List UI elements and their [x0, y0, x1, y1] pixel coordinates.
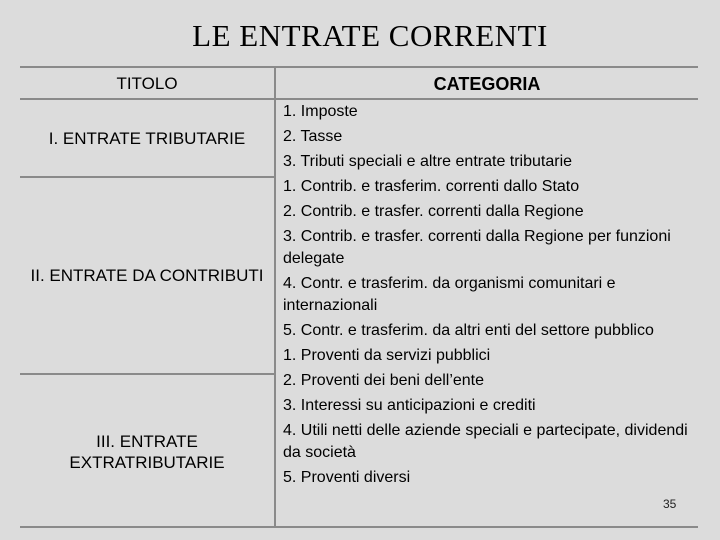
- titolo-entrate-tributarie: I. ENTRATE TRIBUTARIE: [48, 128, 246, 148]
- categoria-item: 2. Contrib. e trasfer. correnti dalla Regione: [283, 202, 584, 220]
- header-titolo: TITOLO: [116, 74, 178, 93]
- categoria-item: 5. Proventi diversi: [283, 468, 411, 486]
- categoria-item: 1. Contrib. e trasferim. correnti dallo Stato: [283, 177, 580, 195]
- categoria-item: 1. Imposte: [283, 102, 358, 120]
- categoria-item: 3. Interessi su anticipazioni e crediti: [283, 396, 536, 414]
- column-divider: [274, 68, 276, 526]
- page-number: 35: [663, 497, 677, 511]
- categoria-item: 3. Contrib. e trasfer. correnti dalla Regione per funzioni delegate: [283, 227, 671, 267]
- categoria-item: 4. Utili netti delle aziende speciali e partecipate, dividendi da società: [283, 421, 688, 461]
- categoria-item: 2. Tasse: [283, 127, 343, 145]
- titolo-entrate-extratributarie: III. ENTRATE EXTRATRIBUTARIE: [69, 431, 225, 472]
- categoria-item: 5. Contr. e trasferim. da altri enti del settore pubblico: [283, 321, 654, 339]
- slide-title: LE ENTRATE CORRENTI: [192, 18, 548, 53]
- titolo-entrate-da-contributi: II. ENTRATE DA CONTRIBUTI: [30, 266, 264, 285]
- categoria-list: [283, 99, 692, 490]
- header-categoria: CATEGORIA: [433, 74, 541, 94]
- categoria-item: 4. Contr. e trasferim. da organismi comunitari e internazionali: [283, 274, 616, 314]
- categoria-item: 3. Tributi speciali e altre entrate tributarie: [283, 152, 573, 170]
- categoria-item: 1. Proventi da servizi pubblici: [283, 346, 491, 364]
- entrate-table: [20, 66, 698, 528]
- categoria-item: 2. Proventi dei beni dell’ente: [283, 371, 485, 389]
